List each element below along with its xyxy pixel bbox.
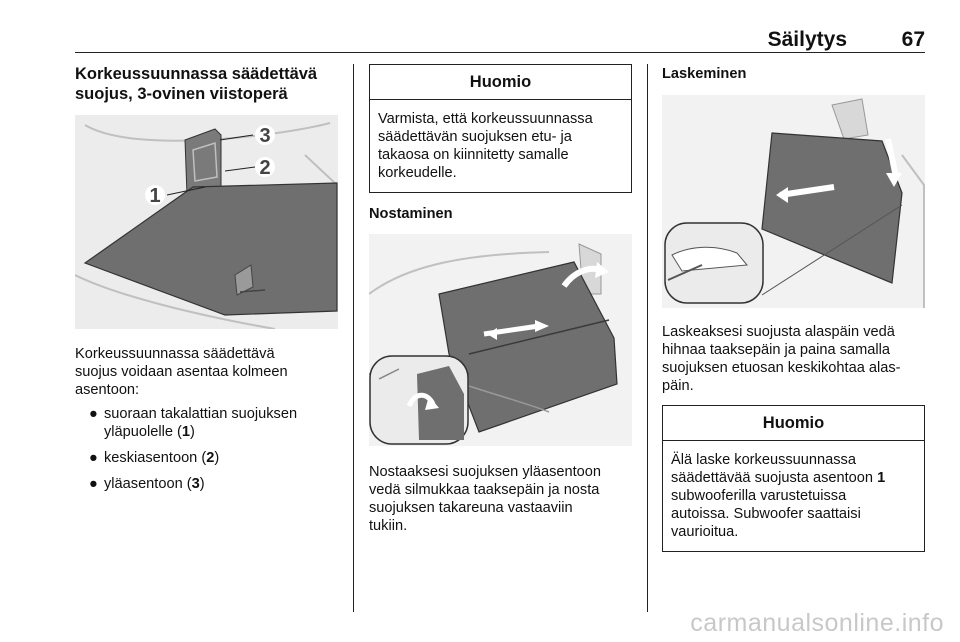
list-item: ● yläasentoon (3) [89, 476, 205, 492]
raising-instructions: Nostaaksesi suojuksen yläasentoon vedä silmukkaa taaksepäin ja nosta suojuksen takareuna vastaaviin tukiin. [369, 464, 602, 534]
lowering-cover-drawing [662, 95, 925, 308]
bullet-icon: ● [89, 476, 98, 492]
chapter-title: Säilytys [767, 28, 847, 51]
position-2-label: 2 [259, 157, 271, 179]
notice-text: Älä laske korkeussuunnassa säädettävää suojusta asentoon 1 subwooferilla varustetuissa autoissa. Subwoofer saattaisi vaurioitua. [671, 452, 886, 540]
notice-text: Varmista, että korkeussuunnassa säädettävän suojuksen etu- ja takaosa on kiinnitetty samalle korkeudelle. [378, 111, 593, 181]
header-rule [75, 52, 925, 53]
lowering-illustration [662, 95, 925, 308]
position-1-label: 1 [149, 185, 161, 207]
notice-heading: Huomio [663, 406, 924, 441]
position-3-label: 3 [259, 125, 271, 147]
page-number: 67 [901, 28, 925, 51]
bullet-icon: ● [89, 406, 98, 422]
list-item: ● suoraan takalattian suojuksen yläpuolelle (1) [89, 406, 298, 440]
section-title: Korkeussuunnassa säädettävä suojus, 3-ovinen viistoperä [75, 65, 318, 103]
lowering-instructions: Laskeaksesi suojusta alaspäin vedä hihnaa taaksepäin ja paina samalla suojuksen etuosan keskikohtaa alas- päin. [662, 324, 901, 394]
list-item: ● keskiasentoon (2) [89, 450, 220, 466]
left-column [75, 64, 338, 501]
intro-paragraph: Korkeussuunnassa säädettävä suojus voidaan asentaa kolmeen asentoon: [75, 346, 288, 398]
raising-cover-drawing [369, 234, 632, 446]
lowering-heading: Laskeminen [662, 66, 747, 82]
column-divider [647, 64, 648, 612]
right-column [662, 64, 925, 552]
cover-positions-illustration [75, 115, 338, 329]
notice-heading: Huomio [370, 65, 631, 100]
watermark-text: carmanualsonline.info [690, 609, 944, 637]
page-header [75, 28, 925, 52]
raising-heading: Nostaminen [369, 206, 453, 222]
column-divider [353, 64, 354, 612]
notice-box [369, 64, 632, 193]
notice-box [662, 405, 925, 552]
raising-illustration [369, 234, 632, 446]
middle-column [369, 64, 632, 535]
trunk-cover-drawing [75, 115, 338, 329]
bullet-icon: ● [89, 450, 98, 466]
position-list [75, 405, 338, 493]
